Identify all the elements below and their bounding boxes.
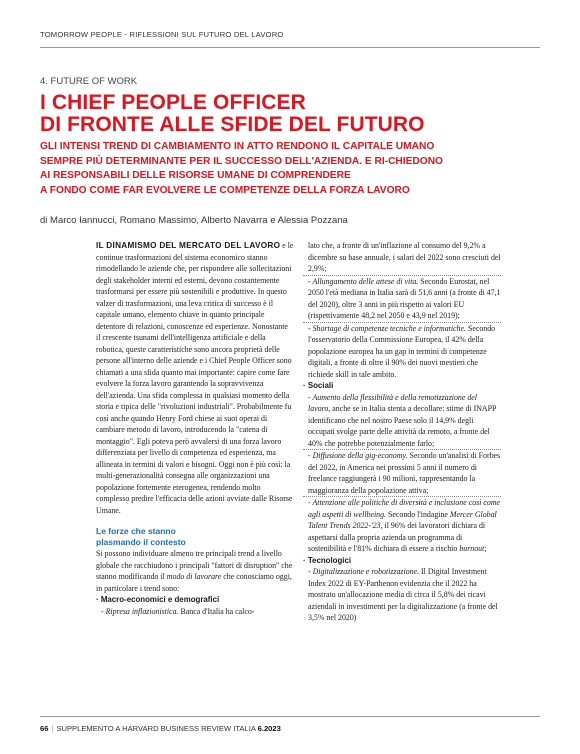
trend-category-heading: · Sociali — [303, 381, 334, 390]
trend-item — [96, 606, 294, 618]
trend-item-text: Secondo l'indagine — [386, 509, 450, 519]
trend-item-title: - Digitalizzazione e robotizzazione. — [308, 567, 420, 576]
subheading-line: Le forze che stanno — [96, 526, 176, 536]
deck-line: A FONDO COME FAR EVOLVERE LE COMPETENZE DELLA FORZA LAVORO — [40, 184, 410, 196]
trend-item-text: Secondo Eurostat, nel 2050 l'età mediana in Italia sarà di 51,6 anni (a fronte di 47,1 del 2020), oltre 3 anni in più rispetto ai valori EU (rispettivamente 48,2 nel 2050 e 43,9 nel 2019); — [308, 276, 501, 320]
trend-item-title: - Ripresa inflazionistica. — [101, 606, 179, 616]
trend-item-emphasis: burnout — [459, 544, 485, 553]
article-title — [40, 92, 540, 135]
footer-divider — [40, 716, 540, 717]
trend-item — [303, 240, 501, 275]
trend-item-text: ; — [484, 544, 487, 553]
trend-category-heading: · Macro-economici e demografici — [96, 595, 220, 604]
lead-paragraph — [96, 240, 294, 516]
trend-item-title: - Aumento della flessibilità e della remotizzazione del lavoro, — [308, 392, 477, 413]
trend-item-text: Secondo l'osservatorio della Commissione Europea, il 42% della popolazione europea ha un gap in termini di competenze digitali, a fronte di oltre il 90% dei nuovi mestieri che richiede skill in tale ambito. — [308, 323, 496, 379]
trend-item-emphasis: Mercer Global Talent Trends 2022-'23 — [308, 509, 497, 530]
byline: di Marco Iannucci, Romano Massimo, Alberto Navarra e Alessia Pozzana — [40, 215, 348, 226]
trend-item — [303, 566, 501, 624]
trend-item-text: , il 96% dei lavoratori dichiara di aspettarsi dalla propria azienda un programma di sostenibilità e l'81% dichiara di essere a rischio — [308, 521, 486, 553]
right-column — [303, 240, 501, 624]
publication-name: SUPPLEMENTO A HARVARD BUSINESS REVIEW ITALIA — [56, 724, 256, 733]
header-divider — [40, 47, 540, 48]
running-header: TOMORROW PEOPLE - RIFLESSIONI SUL FUTURO DEL LAVORO — [40, 30, 284, 39]
page-footer — [40, 724, 281, 733]
deck-line: AI RESPONSABILI DELLE RISORSE UMANE DI COMPRENDERE — [40, 170, 351, 182]
trend-item-title: - Shortage di competenze tecniche e informatiche. — [308, 323, 466, 333]
section-label: 4. FUTURE OF WORK — [40, 76, 138, 87]
issue-number: 6.2023 — [257, 724, 281, 733]
trend-item-text: lato che, a fronte di un'inflazione al consumo del 9,2% a dicembre su base annuale, i salari del 2022 sono cresciuti del 2,9%; — [308, 241, 501, 273]
lead-text: e le continue trasformazioni del sistema economico stanno rimodellando le aziende che, per rispondere alle sollecitazioni degli stakeholder interni ed esterni, devono costantemente trasformarsi per essere più sostenibili e produttive. In questo valzer di trasformazioni, una leva critica di successo è il capitale umano, elemento chiave in quanto principale detentore di relazioni, conoscenze ed esperienze. Nonostante il crescente tsunami dell'intelligenza artificiale e della robotica, queste caratteristiche sono ancora proprietà delle persone all'interno delle aziende e i Chief People Officer sono chiamati a una sfida quanto mai importante: capire come fare evolvere la forza lavoro garantendo la sopravvivenza dell'azienda. Una sfida complessa in qualsiasi momento della storia e tipica delle "rivoluzioni industriali". Probabilmente fu così anche quando Henry Ford chiese ai suoi operai di cambiare metodo di lavoro, introducendo la "catena di montaggio". Egli poteva però avvalersi di una forza lavoro differenziata per livello di competenza ed esperienza, ma allineata in termini di valori e bisogni. Oggi non è più così: la multi-generazionalità consegna alle organizzazioni una popolazione fortemente eterogenea, rendendo molto complesso predire l'efficacia delle azioni avviate dalle Risorse Umane. — [96, 241, 294, 515]
trend-item-title: - Allungamento delle attese di vita. — [308, 276, 419, 286]
deck-line: SEMPRE PIÙ DETERMINANTE PER IL SUCCESSO DELL'AZIENDA. E RI-CHIEDONO — [40, 155, 443, 167]
trend-item-text: Secondo un'analisi di Forbes del 2022, in America nei prossimi 5 anni il numero di freelance raggiungerà i 90 milioni, rappresentando la maggioranza della popolazione attiva; — [308, 451, 501, 495]
trend-item — [303, 323, 501, 381]
left-column — [96, 240, 294, 617]
trend-item — [303, 450, 501, 496]
trend-item-text: Il Digital Investment Index 2022 di EY-Parthenon evidenzia che il 2022 ha mostrato un'allocazione media di circa il 5,8% dei ricavi aziendali in investimenti per la digitalizzazione (a fronte del 3,5% nel 2020) — [308, 567, 498, 622]
deck-line: GLI INTENSI TREND DI CAMBIAMENTO IN ATTO RENDONO IL CAPITALE UMANO — [40, 141, 435, 152]
subheading-line: plasmando il contesto — [96, 537, 186, 547]
body-text: Si possono individuare almeno tre principali trend a livello globale che racchiudono i principali "fattori di disruption" che stanno modificando il — [96, 549, 293, 581]
page-number: 66 — [40, 724, 49, 733]
lead-in: IL DINAMISMO DEL MERCATO DEL LAVORO — [96, 241, 281, 250]
article-deck — [40, 140, 550, 198]
footer-separator: | — [51, 724, 54, 733]
subheading — [96, 526, 294, 548]
trend-item — [303, 497, 501, 555]
title-line: I CHIEF PEOPLE OFFICER — [40, 91, 306, 114]
trend-item-title: - Diffusione della gig-economy. — [308, 451, 408, 460]
trend-item-text: Banca d'Italia ha calco- — [178, 606, 255, 616]
title-line: DI FRONTE ALLE SFIDE DEL FUTURO — [40, 112, 425, 136]
trend-category-heading: · Tecnologici — [303, 555, 352, 565]
trend-item-text: anche se in Italia stenta a decollare: stime di INAPP identificano che nel nostro Paese solo il 14,9% degli occupati svolge parte delle attività da remoto, a fronte del 40% che potrebbe potenzialmente farlo; — [308, 404, 497, 448]
trend-item-title: - Attenzione alle politiche di diversità e inclusione così come agli aspetti di wellbeing. — [308, 498, 501, 519]
body-paragraph — [96, 548, 294, 594]
trend-item — [303, 276, 501, 322]
body-emphasis: modo di lavorare — [166, 572, 222, 581]
trend-item — [303, 392, 501, 450]
body-text: che conosciamo oggi, in particolare i trend sono: — [96, 572, 292, 593]
